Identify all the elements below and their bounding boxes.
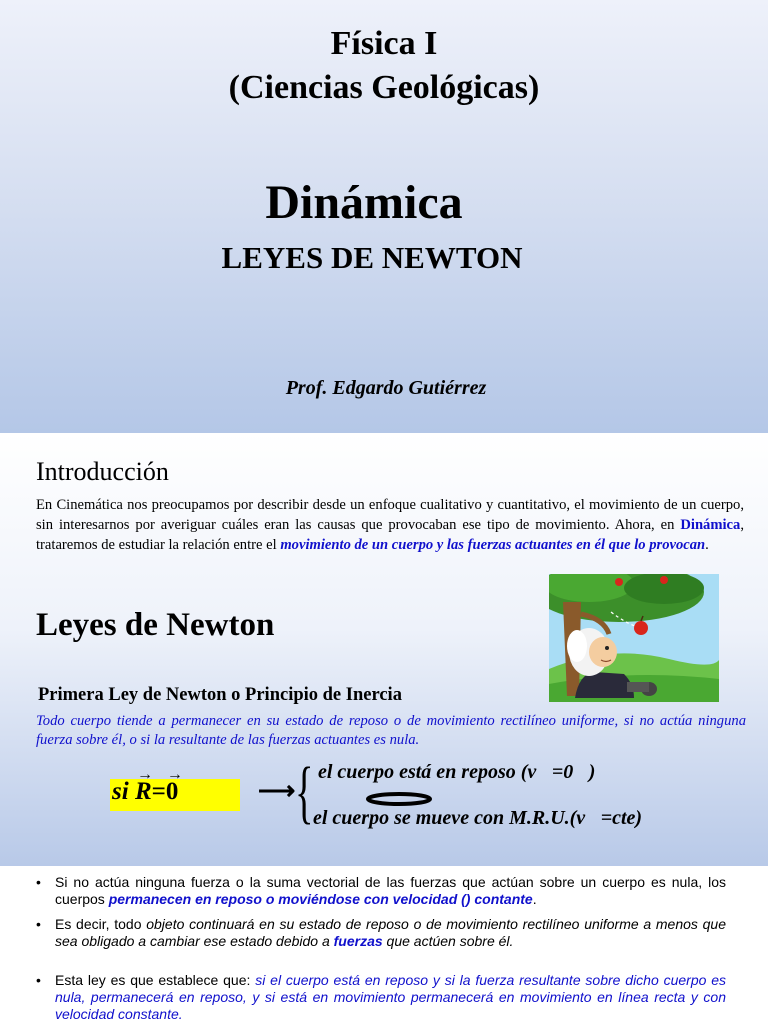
ellipse-shape: [364, 791, 434, 807]
formula-condition: si → R= → 0: [112, 766, 183, 805]
list-item: • Si no actúa ninguna fuerza o la suma vectorial de las fuerzas que actúan sobre un cuerpo es nula, los cuerpos permanecen en reposo o moviéndose con velocidad () contante.: [36, 874, 726, 908]
case-mru: el cuerpo se mueve con M.R.U.(v⃗=cte): [313, 807, 643, 829]
list-item: • Esta ley es que establece que: si el cuerpo está en reposo y si la fuerza resultante sobre dicho cuerpo es nula, permanecerá en reposo, y si está en movimiento permanecerá en movimiento en línea recta y con velocidad constante.: [36, 972, 726, 1023]
bullet-list: [36, 874, 726, 1023]
intro-paragraph: En Cinemática nos preocupamos por describir desde un enfoque cualitativo y cuantitativo, el movimiento de un cuerpo, sin interesarnos por averiguar cuáles eran las causas que provocaban ese tipo de movimiento. Ahora, en Dinámica, trataremos de estudiar la relación entre el movimiento de un cuerpo y las fuerzas actuantes en él que lo provocan.: [36, 497, 744, 553]
first-law-heading: Primera Ley de Newton o Principio de Inercia: [38, 685, 402, 705]
professor-name: Prof. Edgardo Gutiérrez: [285, 377, 487, 399]
course-title: Física I (Ciencias Geológicas): [228, 25, 540, 106]
newton-apple-illustration: [549, 574, 719, 702]
case-rest: el cuerpo está en reposo (v⃗=0⃗): [318, 761, 596, 783]
list-item: • Es decir, todo objeto continuará en su estado de reposo o de movimiento rectilíneo uniforme a menos que sea obligado a cambiar ese estado debido a fuerzas que actúen sobre él.: [36, 916, 726, 950]
cases-brace: {: [295, 754, 314, 831]
title-slide: [0, 0, 768, 433]
leyes-heading: Leyes de Newton: [36, 607, 275, 643]
implies-arrow: ⟶: [258, 776, 296, 805]
main-title: Dinámica: [265, 176, 463, 229]
bullets-slide: [0, 866, 768, 1024]
highlight-movimiento: movimiento de un cuerpo y las fuerzas actuantes en él que lo provocan: [280, 537, 706, 553]
intro-slide: [0, 433, 768, 866]
highlight-dinamica: Dinámica: [680, 517, 741, 533]
intro-heading: Introducción: [36, 457, 169, 486]
first-law-statement: Todo cuerpo tiende a permanecer en su estado de reposo o de movimiento rectilíneo uniforme, si no actúa ninguna fuerza sobre él, o si la resultante de las fuerzas actuantes es nula.: [36, 713, 746, 748]
subtitle: LEYES DE NEWTON: [221, 240, 523, 275]
